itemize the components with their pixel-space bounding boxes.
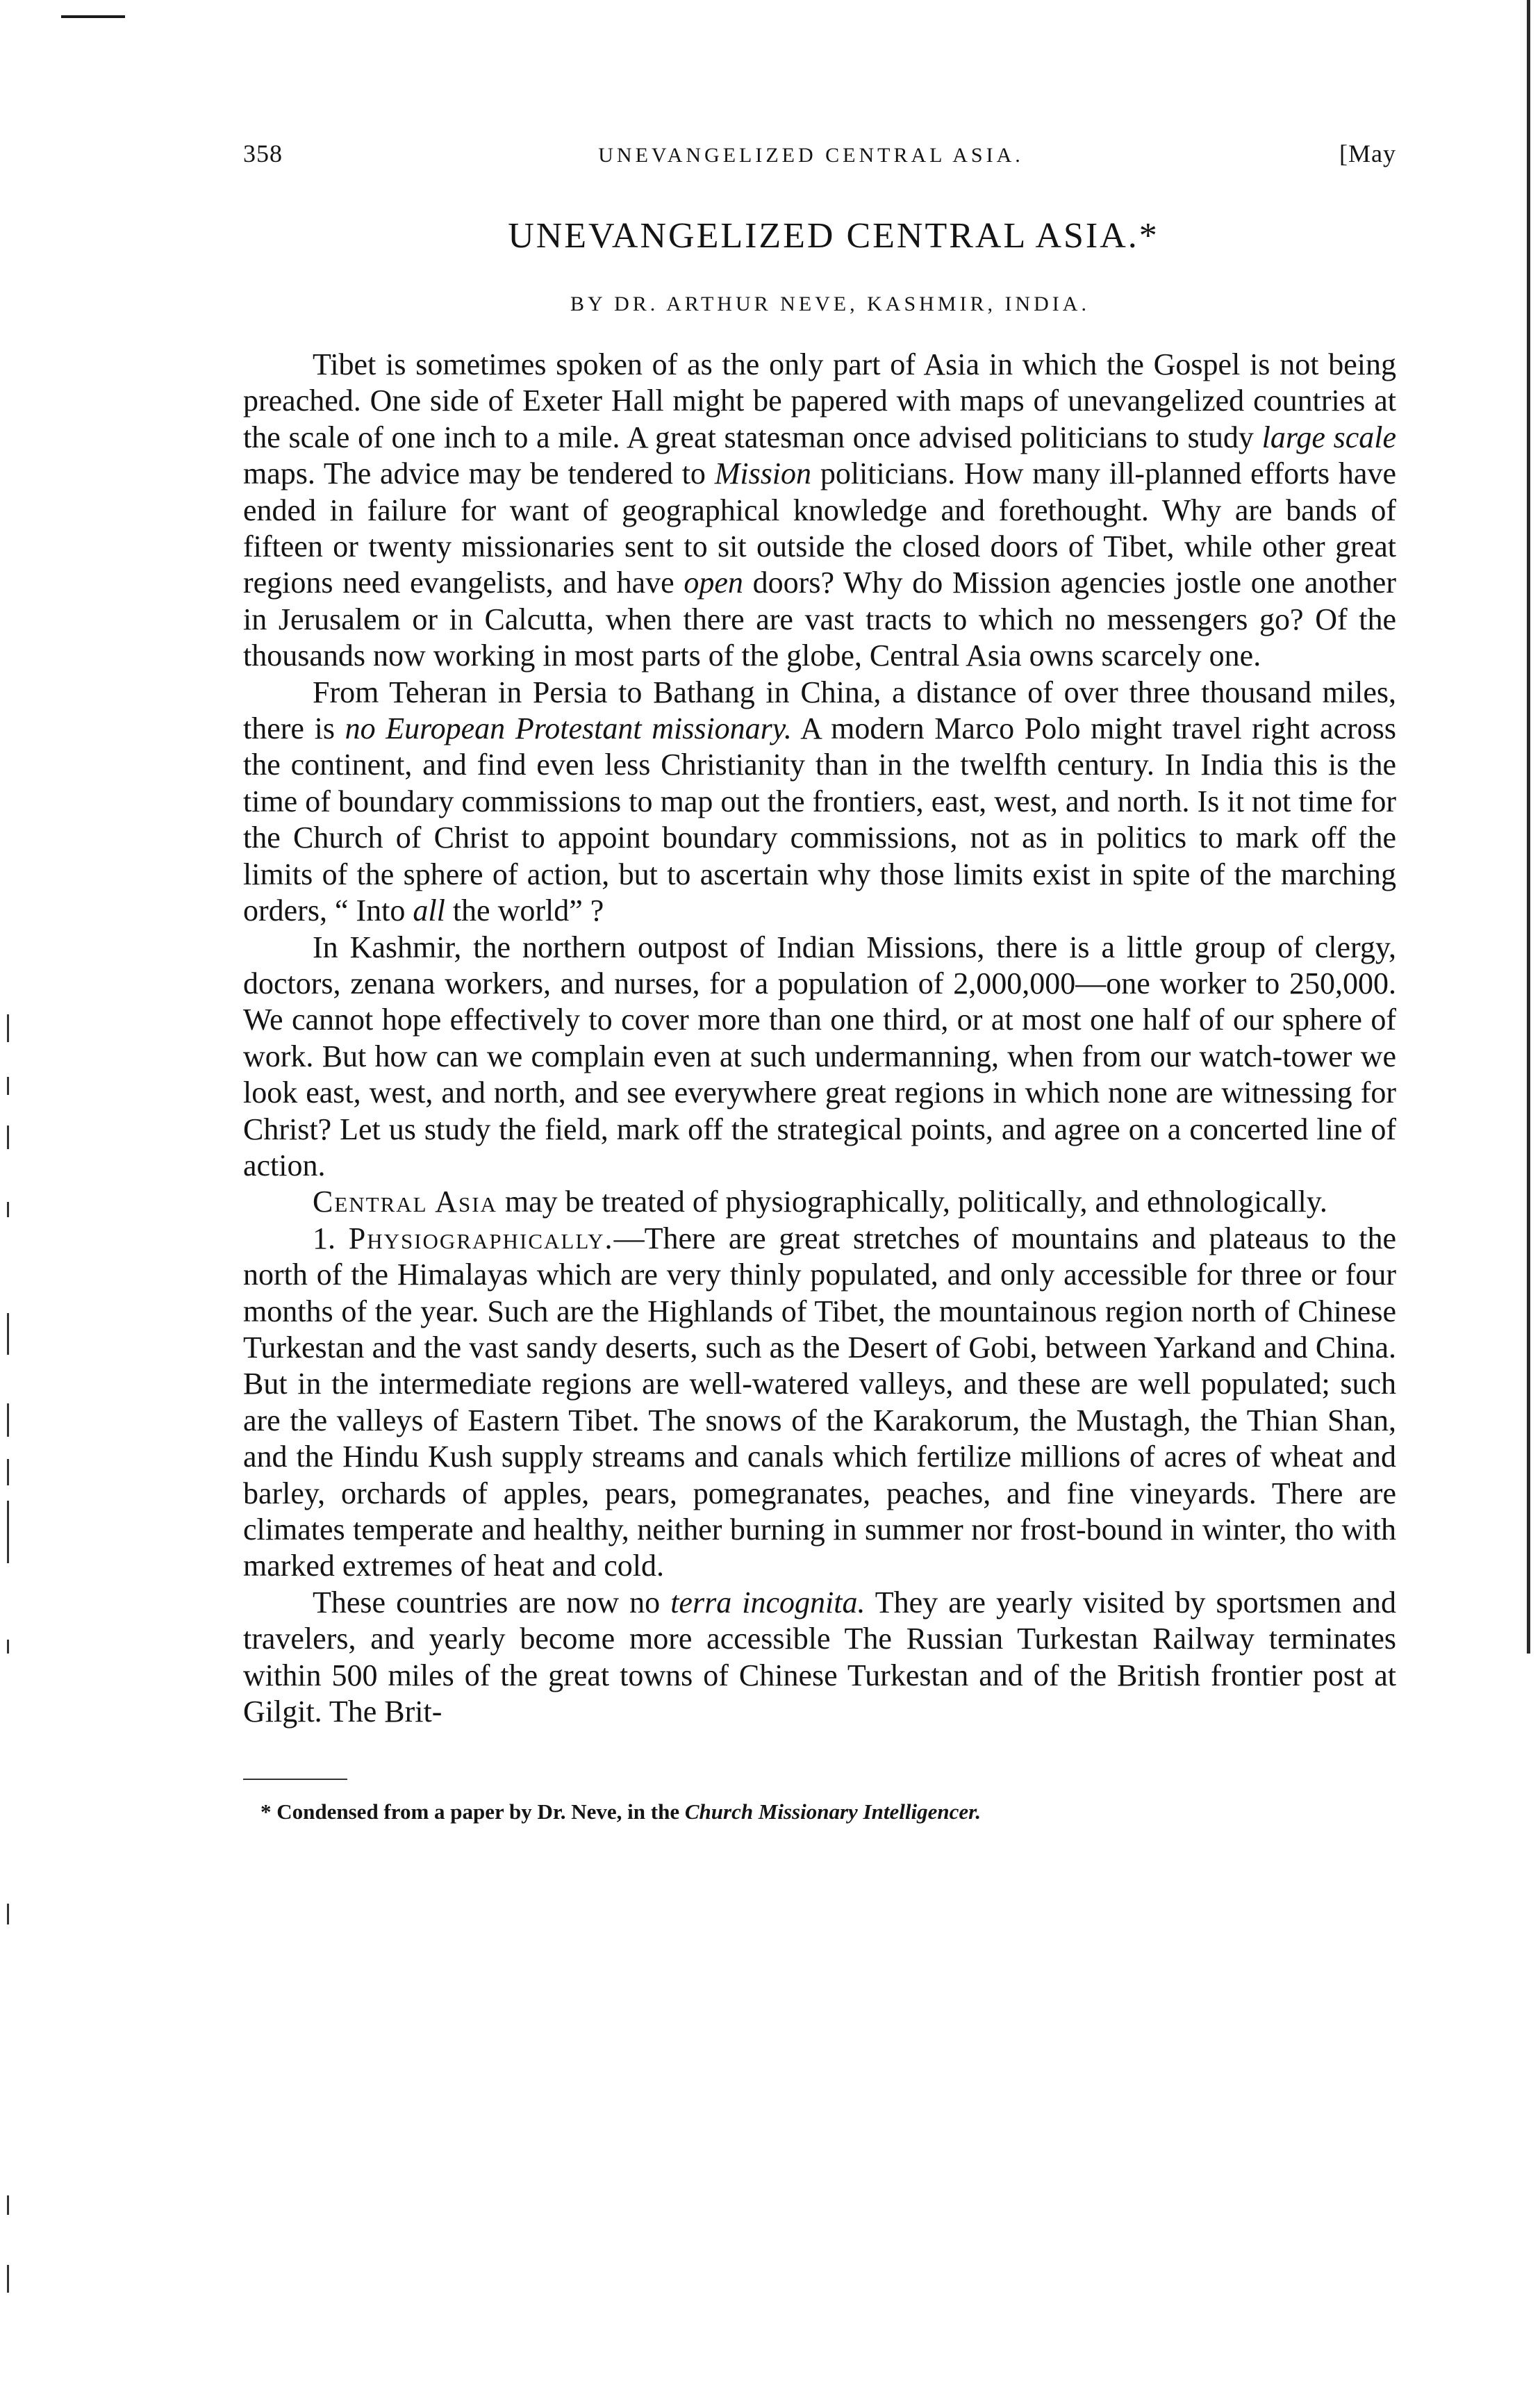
paragraph-2: From Teheran in Persia to Bathang in China, a distance of over three thousand miles, there is no European Protestant missionary. A modern Marco Polo might travel right across the continent, and find even less Christianity than in the twelfth century. In India this is the time of boundary commissions to map out the frontiers, east, west, and north. Is it not time for the Church of Christ to appoint boundary commissions, not as in politics to mark off the limits of the sphere of action, but to ascertain why those limits exist in spite of the marching orders, “ Into all the world” ? [243,675,1396,928]
binding-margin-marks [7,1014,13,2334]
paragraph-3: In Kashmir, the northern outpost of Indian Missions, there is a little group of clergy, doctors, zenana workers, and nurses, for a population of 2,000,000—one worker to 250,000. We cannot hope effectively to cover more than one third, or at most one half of our sphere of work. But how can we complain even at such undermanning, when from our watch-tower we look east, west, and north, and see everywhere great regions in which none are witnessing for Christ? Let us study the field, mark off the strategical points, and agree on a concerted line of action. [243,930,1396,1182]
footnote-divider [243,1779,347,1780]
article-title: UNEVANGELIZED CENTRAL ASIA.* [508,216,1159,256]
top-margin-rule [61,15,125,18]
paragraph-6: These countries are now no terra incognita. They are yearly visited by sportsmen and travelers, and yearly become more accessible The Russian Turkestan Railway terminates within 500 miles of the great towns of Chinese Turkestan and of the British frontier post at Gilgit. The Brit- [243,1585,1396,1729]
paragraph-5: 1. Physiographically.—There are great stretches of mountains and plateaus to the north of the Himalayas which are very thinly populated, and only accessible for three or four months of the year. Such are the Highlands of Tibet, the mountainous region north of Chinese Turkestan and the vast sandy deserts, such as the Desert of Gobi, between Yarkand and China. But in the intermediate regions are well-watered valleys, and these are well populated; such are the valleys of Eastern Tibet. The snows of the Karakorum, the Mustagh, the Thian Shan, and the Hindu Kush supply streams and canals which fertilize millions of acres of wheat and barley, orchards of apples, pears, pomegranates, peaches, and fine vineyards. There are climates temperate and healthy, neither burning in summer nor frost-bound in winter, tho with marked extremes of heat and cold. [243,1221,1396,1583]
running-head-title: UNEVANGELIZED CENTRAL ASIA. [598,144,1024,167]
article-byline: BY DR. ARTHUR NEVE, KASHMIR, INDIA. [570,292,1090,315]
paragraph-4: Central Asia may be treated of physiographically, politically, and ethnologically. [313,1185,1327,1219]
running-head-month: [May [1339,140,1396,167]
running-head [243,139,1396,168]
footnote: * Condensed from a paper by Dr. Neve, in the Church Missionary Intelligencer. [260,1799,982,1824]
page-edge-shadow [1527,0,1530,1654]
paragraph-1: Tibet is sometimes spoken of as the only part of Asia in which the Gospel is not being preached. One side of Exeter Hall might be papered with maps of unevangelized countries at the scale of one inch to a mile. A great statesman once advised politicians to study large scale maps. The advice may be tendered to Mission politicians. How many ill-planned efforts have ended in failure for want of geographical knowledge and forethought. Why are bands of fifteen or twenty missionaries sent to sit outside the closed doors of Tibet, while other great regions need evangelists, and have open doors? Why do Mission agencies jostle one another in Jerusalem or in Calcutta, when there are vast tracts to which no messengers go? Of the thousands now working in most parts of the globe, Central Asia owns scarcely one. [243,347,1396,673]
page-number: 358 [243,140,283,167]
article-body [243,347,1396,1730]
document-page [243,139,1396,1824]
